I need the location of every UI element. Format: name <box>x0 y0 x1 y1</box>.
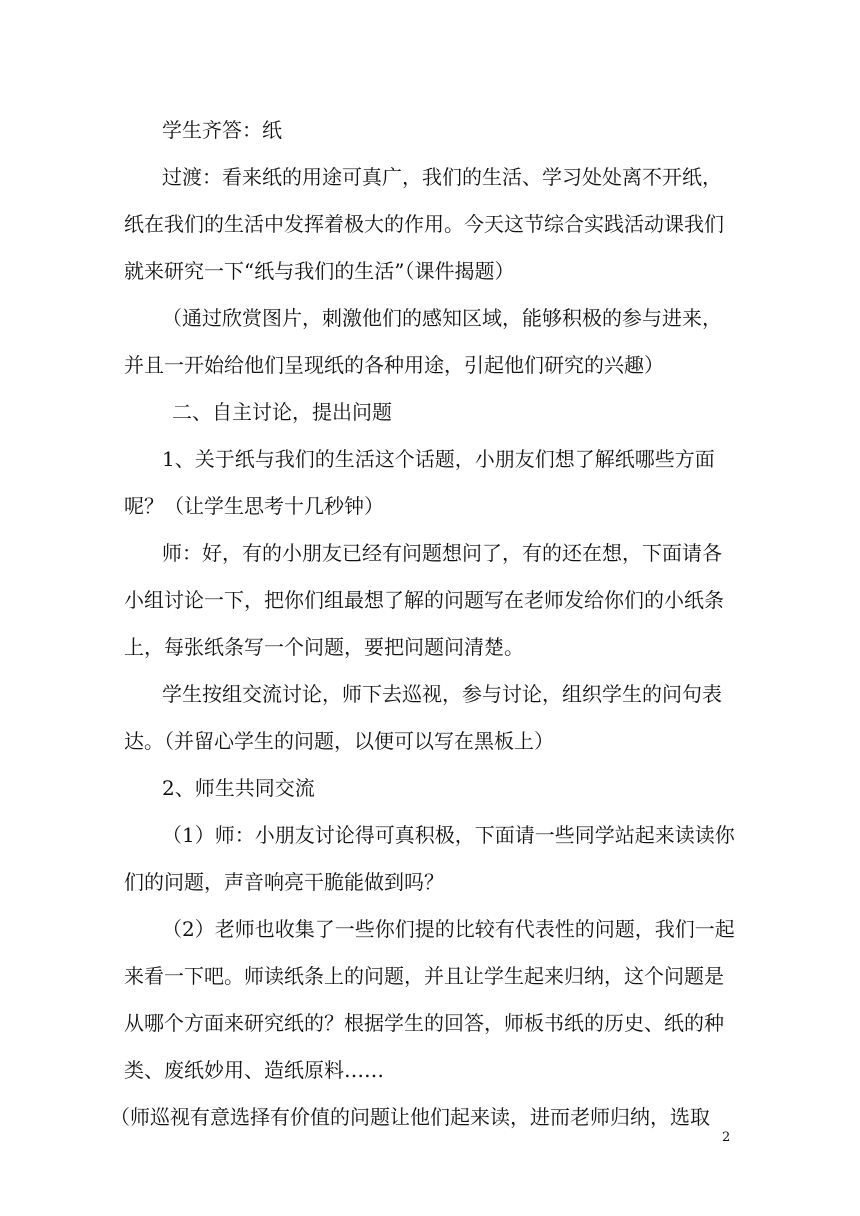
paragraph-note-line-1: （通过欣赏图片，刺激他们的感知区域，能够积极的参与进来， <box>162 306 722 330</box>
paragraph-exchange-heading: 2、师生共同交流 <box>162 776 315 800</box>
paragraph-question-1-line-2: 呢？（让学生思考十几秒钟） <box>124 494 384 518</box>
paragraph-group-discussion-line-1: 学生按组交流讨论，师下去巡视，参与讨论，组织学生的问句表 <box>162 682 722 706</box>
paragraph-item-2-line-4: 类、废纸妙用、造纸原料…… <box>124 1058 384 1082</box>
section-heading-2: 二、自主讨论，提出问题 <box>172 400 392 424</box>
paragraph-item-1-line-1: （1）师：小朋友讨论得可真积极，下面请一些同学站起来读读你 <box>162 823 735 847</box>
paragraph-teacher-line-1: 师：好，有的小朋友已经有问题想问了，有的还在想，下面请各 <box>162 541 722 565</box>
paragraph-transition-line-1: 过渡：看来纸的用途可真广，我们的生活、学习处处离不开纸， <box>162 165 722 189</box>
page-number: 2 <box>722 1130 731 1145</box>
paragraph-transition-line-3: 就来研究一下“纸与我们的生活”（课件揭题） <box>124 259 515 283</box>
paragraph-group-discussion-line-2: 达。（并留心学生的问题，以便可以写在黑板上） <box>124 729 554 753</box>
paragraph-item-2-line-1: （2）老师也收集了一些你们提的比较有代表性的问题，我们一起 <box>162 917 735 941</box>
paragraph-item-2-line-3: 从哪个方面来研究纸的？根据学生的回答，师板书纸的历史、纸的种 <box>124 1011 724 1035</box>
paragraph-item-1-line-2: 们的问题，声音响亮干脆能做到吗？ <box>124 870 444 894</box>
paragraph-question-1-line-1: 1、关于纸与我们的生活这个话题，小朋友们想了解纸哪些方面 <box>162 447 715 471</box>
paragraph-teacher-line-3: 上，每张纸条写一个问题，要把问题问清楚。 <box>124 635 524 659</box>
paragraph-note-line-2: 并且一开始给他们呈现纸的各种用途，引起他们研究的兴趣） <box>124 353 664 377</box>
paragraph-teacher-line-2: 小组讨论一下，把你们组最想了解的问题写在老师发给你们的小纸条 <box>124 588 724 612</box>
paragraph-item-2-line-2: 来看一下吧。师读纸条上的问题，并且让学生起来归纳，这个问题是 <box>124 964 724 988</box>
paragraph-tour-note-line-1: （师巡视有意选择有价值的问题让他们起来读，进而老师归纳，选取 <box>110 1105 710 1129</box>
paragraph-transition-line-2: 纸在我们的生活中发挥着极大的作用。今天这节综合实践活动课我们 <box>124 212 724 236</box>
paragraph-student-answer: 学生齐答：纸 <box>162 118 282 142</box>
